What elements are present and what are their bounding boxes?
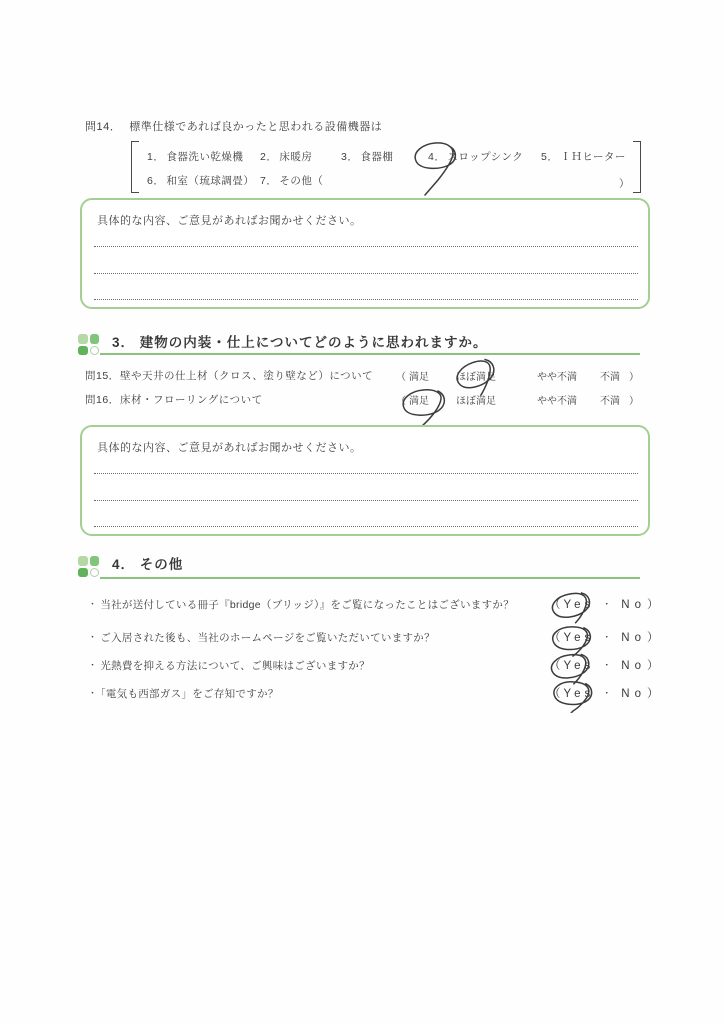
yes-no-group [549,596,658,612]
option-number: 6． [147,175,165,187]
section-title: 建物の内装・仕上についてどのように思われますか。 [139,335,488,350]
section-3-heading [112,331,488,351]
other-question-text: 当社が送付している冊子『bridge（ブリッジ）』をご覧になったことはございますか？ [100,599,515,611]
paren-close: ） [629,372,639,383]
paren-open: （ [549,688,561,700]
bullet-dot: ・ [88,660,98,670]
option-number: 3． [341,151,359,163]
comment-line [94,526,638,527]
other-question-text: ご入居された後も、当社のホームページをご覧いただいていますか？ [100,632,435,644]
option-number: 7． [260,175,278,187]
question-15-text: 壁や天井の仕上材（クロス、塗り壁など）について [120,370,374,382]
right-bracket [633,141,641,193]
comment-line [94,473,638,474]
option-number: 2． [260,151,278,163]
comment-line [94,500,638,501]
no-label: No [621,688,646,700]
option-text: 食器洗い乾燥機 [166,151,244,163]
comment-box [80,198,650,309]
option-item [541,149,626,164]
yes-label-selected: Yes [563,688,595,700]
no-label: No [621,660,646,672]
paren-open: （ [549,632,561,644]
leaf-grid-icon [78,334,99,355]
section-number: 4． [112,557,136,572]
bullet-dot: ・ [88,688,98,698]
closing-paren: ） [619,178,630,190]
interpunct: ・ [602,688,612,698]
question-14-options [131,141,641,193]
option-item [147,173,254,188]
satisfaction-option-selected: 満足 [409,396,429,407]
comment-prompt: 具体的な内容、ご意見があればお聞かせください。 [97,442,362,454]
option-item [147,149,243,164]
option-text: 食器棚 [360,151,394,163]
question-14-label: 問14． [85,121,122,133]
satisfaction-option-selected: ほぼ満足 [456,372,496,383]
other-question-row [88,597,514,612]
paren-open: （ [549,660,561,672]
leaf-grid-icon [78,556,99,577]
satisfaction-option: 不満 [600,396,620,407]
comment-line [94,246,638,247]
interpunct: ・ [602,599,612,609]
other-question-row [88,686,279,701]
satisfaction-option: ほぼ満足 [456,396,496,407]
question-15-label: 問15． [85,370,120,382]
yes-no-group [549,685,658,701]
bullet-dot: ・ [88,599,98,609]
option-text: その他（ [279,175,324,187]
paren-close: ） [646,632,659,644]
other-question-row [88,658,370,673]
left-bracket [131,141,139,193]
question-15-row [0,368,724,384]
question-14-heading [85,118,382,134]
question-16-row [0,392,724,408]
paren-close: ） [646,660,659,672]
interpunct: ・ [602,660,612,670]
paren-close: ） [646,688,659,700]
other-question-row [88,630,435,645]
no-label: No [621,599,646,611]
option-text: ＩＨヒーター [560,151,626,163]
option-item-selected [428,149,523,164]
option-text: スロップシンク [447,151,524,163]
yes-label-selected: Yes [563,632,595,644]
yes-no-group [549,657,658,673]
comment-line [94,273,638,274]
satisfaction-option: やや不満 [537,372,577,383]
question-14-text: 標準仕様であれば良かったと思われる設備機器は [129,121,383,133]
satisfaction-option: やや不満 [537,396,577,407]
satisfaction-option: 満足 [409,372,429,383]
bullet-dot: ・ [88,632,98,642]
comment-prompt: 具体的な内容、ご意見があればお聞かせください。 [97,215,362,227]
paren-close: ） [646,599,659,611]
paren-close: ） [629,396,639,407]
paren-open: （ [396,396,406,407]
option-item [260,173,323,188]
paren-open: （ [396,372,406,383]
section-number: 3． [112,335,136,350]
section-title: その他 [139,557,184,572]
yes-no-group [549,629,658,645]
comment-box [80,425,650,536]
other-question-text: 「電気も西部ガス」をご存知ですか？ [100,688,279,700]
question-16-label: 問16． [85,394,120,406]
yes-label-selected: Yes [563,599,595,611]
yes-label-selected: Yes [563,660,595,672]
option-text: 床暖房 [279,151,313,163]
option-number: 5． [541,151,559,163]
interpunct: ・ [602,632,612,642]
other-question-text: 光熱費を抑える方法について、ご興味はございますか？ [100,660,370,672]
option-item [260,149,312,164]
question-16-text: 床材・フローリングについて [120,394,263,406]
option-number: 4． [428,151,446,163]
section-4-heading [112,553,183,573]
section-underline [100,353,640,355]
paren-open: （ [549,599,561,611]
comment-line [94,299,638,300]
option-text: 和室（琉球調畳） [166,175,255,187]
option-number: 1． [147,151,165,163]
section-underline [100,577,640,579]
option-item [341,149,393,164]
satisfaction-option: 不満 [600,372,620,383]
no-label: No [621,632,646,644]
